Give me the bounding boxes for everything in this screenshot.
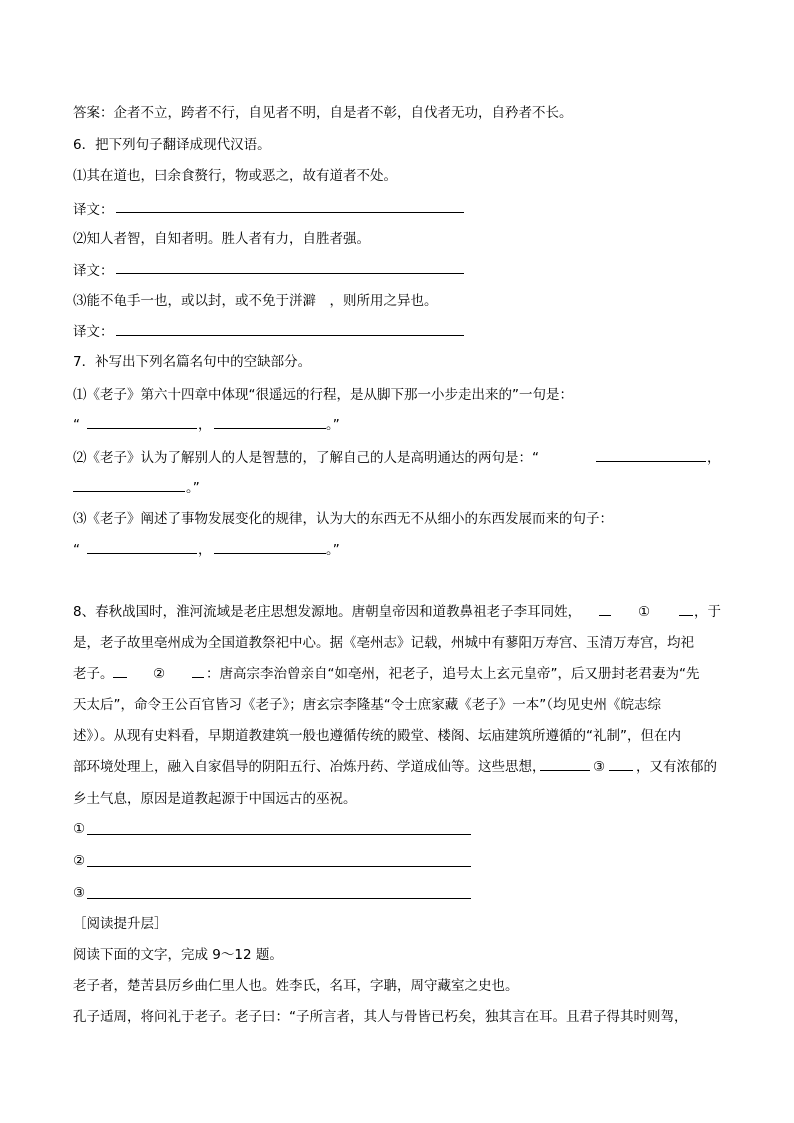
q7-prompt-2: ⑵《老子》认为了解别人的人是智慧的，了解自己的人是高明通达的两句是：“: [73, 450, 539, 466]
q8-blank-3[interactable]: [540, 770, 590, 771]
q7-blank-2a[interactable]: [596, 461, 706, 462]
q8-blank-2-end[interactable]: [192, 677, 204, 678]
answer-line: 答案：企者不立，跨者不行，自见者不明，自是者不彰，自伐者无功，自矜者不长。: [73, 105, 573, 121]
q7-quote-open-3: “: [73, 542, 80, 558]
q7-prompt-3: ⑶《老子》阐述了事物发展变化的规律，认为大的东西无不从细小的东西发展而来的句子：: [73, 511, 613, 527]
q7-comma-3: ，: [198, 542, 212, 558]
q8-line-2: 是，老子故里亳州成为全国道教祭祀中心。据《亳州志》记载，州城中有蓼阳万寿宫、玉清万寿宫，均祀: [73, 635, 694, 651]
q7-title: 7．补写出下列名篇名句中的空缺部分。: [73, 354, 312, 370]
q8-answer-blank-3[interactable]: [87, 898, 471, 899]
q8-blank-1[interactable]: [599, 615, 611, 616]
q6-sentence-3: ⑶能不龟手一也，或以封，或不免于洴澼 ，则所用之异也。: [73, 293, 438, 309]
q7-blank-1a[interactable]: [87, 428, 197, 429]
q8-line-3a: 老子。: [73, 666, 114, 682]
q8-line-7: 乡土气息，原因是道教起源于中国远古的巫祝。: [73, 791, 357, 807]
q6-sentence-1: ⑴其在道也，曰余食赘行，物或恶之，故有道者不处。: [73, 168, 397, 184]
q7-blank-3a[interactable]: [87, 553, 197, 554]
q8-blank-3-end[interactable]: [609, 770, 633, 771]
q7-quote-open-1: “: [73, 417, 80, 433]
q7-comma-1: ，: [198, 417, 212, 433]
q8-line-6a: 部环境处理上，融入自家倡导的阴阳五行、冶炼丹药、学道成仙等。这些思想，: [73, 759, 546, 775]
q8-blank-1-end[interactable]: [679, 615, 693, 616]
q8-marker-1: ①: [638, 604, 651, 620]
q8-answer-label-1: ①: [73, 821, 86, 837]
q8-line-1a: 8、春秋战国时，淮河流域是老庄思想发源地。唐朝皇帝因和道教鼻祖老子李耳同姓，: [73, 604, 582, 620]
reading-paragraph-1: 老子者，楚苦县厉乡曲仁里人也。姓李氏，名耳，字聃，周守藏室之史也。: [73, 978, 519, 994]
q6-translation-label-2: 译文：: [73, 263, 114, 279]
q7-comma-2: ，: [707, 450, 721, 466]
q6-answer-blank-2[interactable]: [116, 273, 464, 274]
q7-close-1: 。”: [326, 417, 340, 433]
q8-line-3b: ：唐高宗李治曾亲自“如亳州，祀老子，追号太上玄元皇帝”，后又册封老君妻为“先: [206, 666, 700, 682]
q8-answer-blank-2[interactable]: [87, 866, 471, 867]
q8-answer-label-2: ②: [73, 853, 86, 869]
q7-prompt-1: ⑴《老子》第六十四章中体现“很遥远的行程，是从脚下那一小步走出来的”一句是：: [73, 387, 573, 403]
q8-line-4: 天太后”，命令王公百官皆习《老子》；唐玄宗李隆基“令士庶家藏《老子》一本”（均见史州《皖志综: [73, 697, 661, 713]
q6-translation-label-3: 译文：: [73, 324, 114, 340]
q6-title: 6．把下列句子翻译成现代汉语。: [73, 137, 271, 153]
q6-translation-label-1: 译文：: [73, 202, 114, 218]
q6-sentence-2: ⑵知人者智，自知者明。胜人者有力，自胜者强。: [73, 231, 370, 247]
reading-header: ［阅读提升层］: [73, 916, 168, 932]
q8-blank-2[interactable]: [113, 677, 127, 678]
reading-paragraph-2: 孔子适周，将问礼于老子。老子曰：“子所言者，其人与骨皆已朽矣，独其言在耳。且君子得其时则驾，: [73, 1009, 688, 1025]
q7-blank-2b[interactable]: [73, 491, 185, 492]
q7-blank-1b[interactable]: [214, 428, 326, 429]
q8-line-5: 述》）。从现有史料看，早期道教建筑一般也遵循传统的殿堂、楼阁、坛庙建筑所遵循的“礼制”，但在内: [73, 728, 681, 744]
q7-close-3: 。”: [326, 542, 340, 558]
q8-marker-3: ③: [593, 759, 606, 775]
q8-line-6b: ，又有浓郁的: [636, 759, 717, 775]
q6-answer-blank-3[interactable]: [116, 335, 464, 336]
q8-marker-2: ②: [153, 666, 166, 682]
q8-answer-label-3: ③: [73, 885, 86, 901]
q7-close-2: 。”: [186, 480, 200, 496]
q8-answer-blank-1[interactable]: [87, 834, 471, 835]
reading-instructions: 阅读下面的文字，完成 9～12 题。: [73, 947, 283, 963]
q6-answer-blank-1[interactable]: [116, 212, 464, 213]
q7-blank-3b[interactable]: [214, 553, 326, 554]
q8-line-1b: ，于: [694, 604, 721, 620]
